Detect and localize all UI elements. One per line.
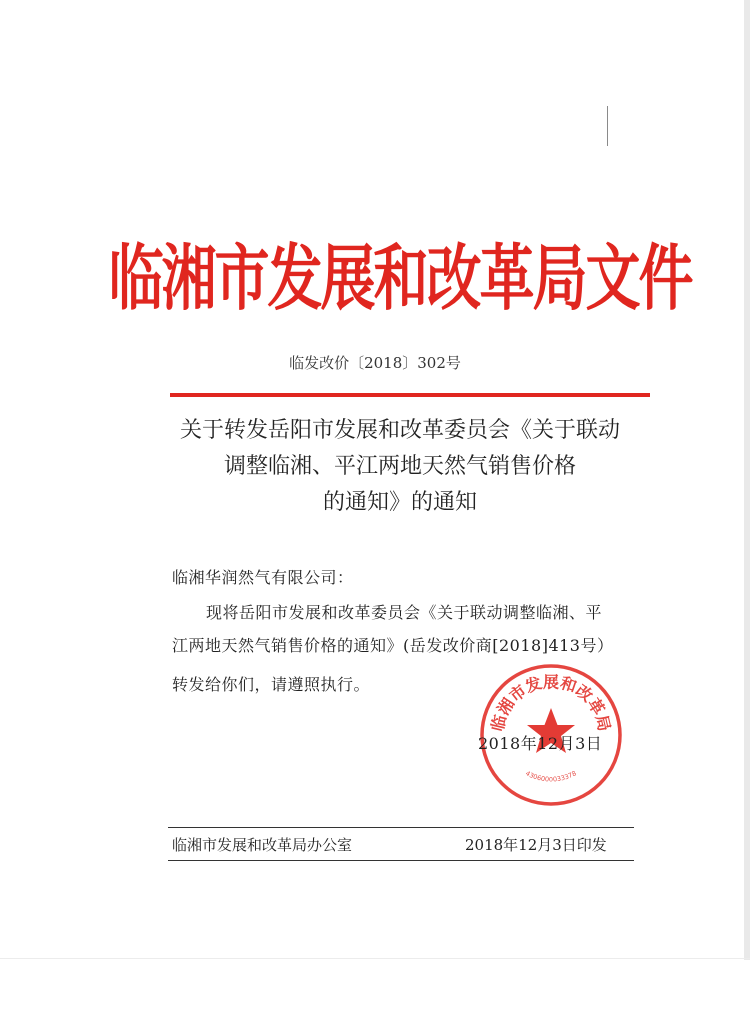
body-line-1: 现将岳阳市发展和改革委员会《关于联动调整临湘、平 (206, 603, 603, 622)
seal-text: 临湘市发展和改革局 (487, 672, 615, 734)
title-line-2: 调整临湘、平江两地天然气销售价格 (223, 454, 576, 479)
body-line-2: 江两地天然气销售价格的通知》(岳发改价商[2018]413号） (172, 636, 614, 655)
scan-edge-right (744, 0, 750, 960)
footer-rule-bottom (168, 860, 634, 861)
red-divider (170, 393, 650, 397)
scan-edge-bottom (0, 958, 750, 959)
seal-code: 4306000033378 (524, 769, 578, 784)
title-line-1: 关于转发岳阳市发展和改革委员会《关于联动 (179, 418, 620, 443)
footer-print-date: 2018年12月3日印发 (465, 836, 607, 854)
footer-issuer: 临湘市发展和改革局办公室 (172, 836, 353, 854)
svg-text:4306000033378 (524, 769, 578, 783)
scan-mark (607, 106, 608, 146)
document-masthead: 临湘市发展和改革局文件 (108, 236, 692, 320)
signature-date: 2018年12月3日 (478, 734, 603, 753)
title-line-3: 的通知》的通知 (322, 490, 477, 515)
addressee: 临湘华润然气有限公司： (172, 568, 354, 587)
body-line-3: 转发给你们，请遵照执行。 (172, 675, 371, 694)
footer-rule-top (168, 827, 634, 828)
document-title (150, 413, 650, 521)
document-number: 临发改价〔2018〕302号 (289, 354, 461, 372)
